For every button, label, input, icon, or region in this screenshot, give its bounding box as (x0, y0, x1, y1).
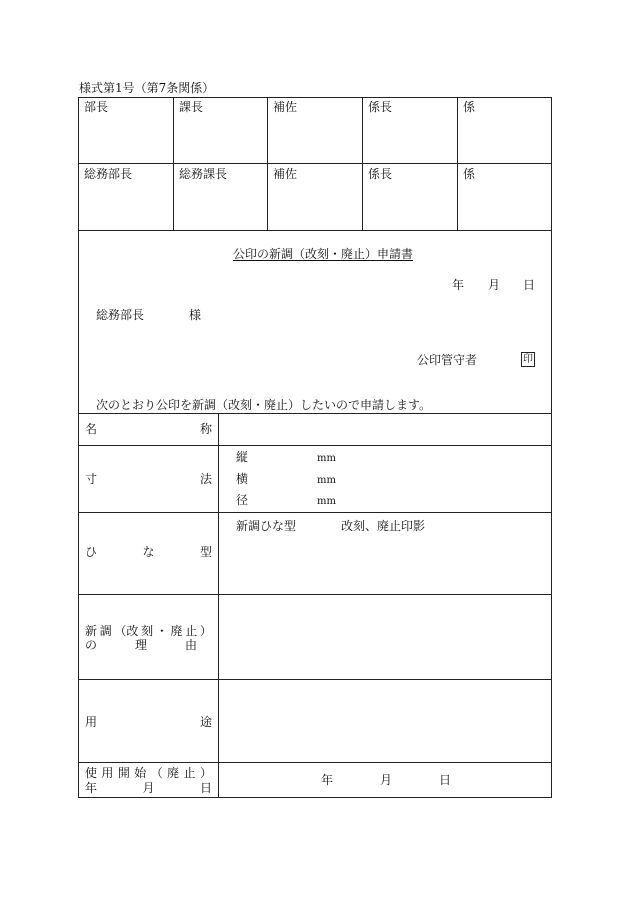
approval-cell-label: 総務課長 (179, 167, 228, 181)
size-vertical-label: 縦 (236, 450, 249, 464)
label-char: 刻 (141, 624, 154, 638)
label-char: 用 (101, 766, 114, 780)
applicant-label: 公印管守者 (417, 353, 478, 367)
label-char: 型 (199, 545, 212, 559)
approval-cell-label: 補佐 (273, 167, 298, 181)
label-char: 名 (85, 422, 98, 436)
label-char: 止 (185, 624, 198, 638)
reason-label-line2 (85, 638, 197, 652)
label-char: ） (199, 624, 212, 638)
size-label (85, 472, 212, 486)
label-char: 称 (199, 422, 212, 436)
reason-label-line1 (85, 624, 212, 638)
application-title: 公印の新調（改刻・廃止）申請書 (233, 247, 414, 261)
label-char: 寸 (85, 472, 98, 486)
label-char: の (85, 638, 98, 652)
label-char: 廃 (170, 624, 183, 638)
name-label (85, 422, 212, 436)
approval-bottom-border (78, 230, 552, 231)
label-char: 調 (99, 624, 112, 638)
start-date-year: 年 (321, 773, 334, 787)
approval-cell-label: 係 (463, 167, 476, 181)
size-horizontal-unit: mm (317, 475, 336, 486)
label-char: 由 (184, 638, 197, 652)
table-top-border (78, 413, 552, 414)
approval-cell-label: 補佐 (273, 100, 298, 114)
size-diameter-label: 径 (236, 493, 249, 507)
sample-label (85, 545, 212, 559)
approval-cell-label: 係長 (368, 167, 393, 181)
approval-col-divider-3 (362, 97, 363, 230)
label-char: 止 (183, 766, 196, 780)
approval-cell-label: 部長 (84, 100, 109, 114)
start-date-month: 月 (380, 773, 393, 787)
row-divider (78, 512, 552, 513)
revise-impression-label: 改刻、廃止印影 (341, 519, 426, 533)
label-col-divider (218, 413, 219, 798)
approval-cell-label: 課長 (179, 100, 204, 114)
form-frame (78, 97, 552, 798)
approval-col-divider-4 (457, 97, 458, 230)
label-char: 理 (134, 638, 147, 652)
start-date-day: 日 (439, 773, 452, 787)
label-char: ・ (155, 624, 168, 638)
form-number: 様式第1号（第7条関係） (79, 81, 215, 95)
honorific: 様 (189, 308, 202, 322)
row-divider (78, 679, 552, 680)
row-divider (78, 762, 552, 763)
approval-cell-label: 係長 (368, 100, 393, 114)
label-char: ） (199, 766, 212, 780)
label-char: 始 (134, 766, 147, 780)
approval-col-divider-2 (267, 97, 268, 230)
label-char: 廃 (167, 766, 180, 780)
row-divider (78, 445, 552, 446)
label-char: 用 (85, 715, 98, 729)
size-vertical-unit: mm (317, 453, 336, 464)
row-divider (78, 594, 552, 595)
label-char: （改 (114, 624, 139, 638)
approval-col-divider-1 (173, 97, 174, 230)
size-diameter-unit: mm (317, 496, 336, 507)
label-char: 開 (117, 766, 130, 780)
start-date-label-line1 (85, 766, 212, 780)
label-char: 日 (199, 781, 212, 795)
label-char: 途 (199, 715, 212, 729)
label-char: 月 (142, 781, 155, 795)
new-template-label: 新調ひな型 (236, 519, 297, 533)
start-date-label-line2 (85, 781, 212, 795)
label-char: 使 (85, 766, 98, 780)
label-char: 年 (85, 781, 98, 795)
label-char: 法 (199, 472, 212, 486)
date-month: 月 (488, 278, 501, 292)
label-char: ひ (85, 545, 98, 559)
approval-cell-label: 総務部長 (84, 167, 133, 181)
addressee: 総務部長 (96, 308, 145, 322)
date-day: 日 (523, 278, 536, 292)
application-statement: 次のとおり公印を新調（改刻・廃止）したいので申請します。 (96, 398, 432, 412)
label-char: な (142, 545, 155, 559)
size-horizontal-label: 横 (236, 472, 249, 486)
approval-row-divider (78, 163, 552, 164)
approval-cell-label: 係 (463, 100, 476, 114)
label-char: 新 (85, 624, 98, 638)
label-char: （ (150, 766, 163, 780)
date-year: 年 (452, 278, 465, 292)
usage-label (85, 715, 212, 729)
seal-mark: 印 (523, 354, 533, 365)
